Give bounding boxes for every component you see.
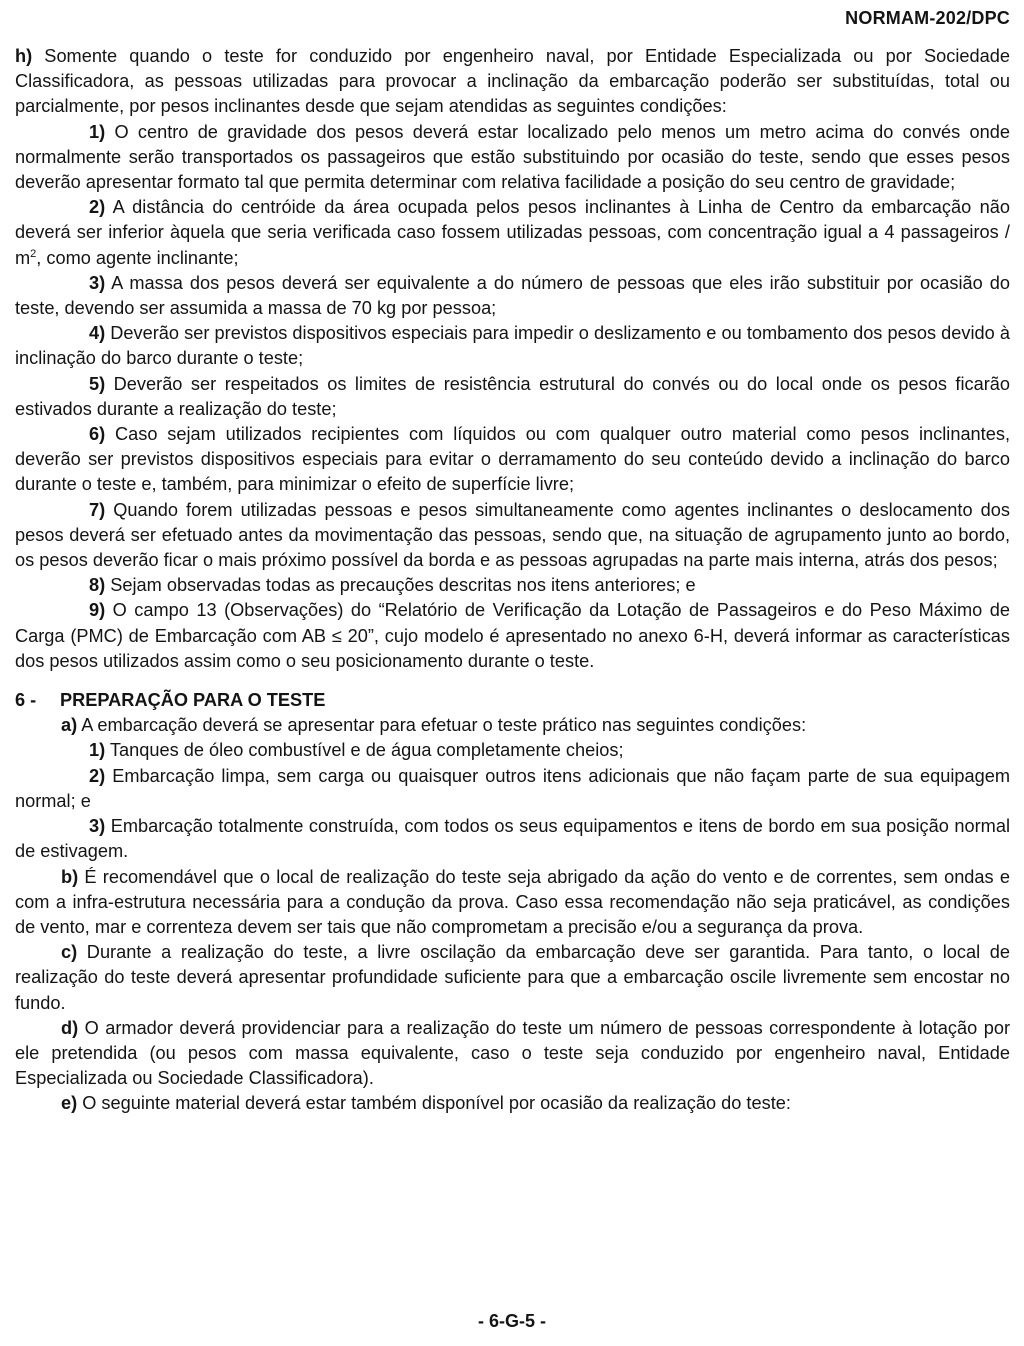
item-text: Somente quando o teste for conduzido por engenheiro naval, por Entidade Especializada ou por Sociedade Classificadora, as pessoas utilizadas para provocar a inclinação da embarcação poderão ser substituídas, total ou parcialmente, por pesos inclinantes desde que sejam atendidas as seguintes condições: bbox=[15, 46, 1010, 117]
item-label: c) bbox=[61, 942, 78, 963]
item-text: Embarcação limpa, sem carga ou quaisquer outros itens adicionais que não façam parte de sua equipagem normal; e bbox=[15, 765, 1010, 811]
item-text: Embarcação totalmente construída, com todos os seus equipamentos e itens de bordo em sua posição normal de estivagem. bbox=[15, 816, 1010, 862]
paragraph-e bbox=[15, 1091, 1010, 1116]
item-text: Quando forem utilizadas pessoas e pesos simultaneamente como agentes inclinantes o deslocamento dos pesos deverá ser efetuado antes da movimentação das pessoas, sendo que, na situação de agrupamento junto ao bordo, os pesos deverão ficar o mais próximo possível da borda e as pessoas agrupadas na parte mais interna, atrás dos pesos; bbox=[15, 499, 1010, 571]
item-label: 9) bbox=[89, 600, 106, 621]
paragraph-h8 bbox=[15, 573, 1010, 598]
item-text: Sejam observadas todas as precauções descritas nos itens anteriores; e bbox=[105, 575, 696, 596]
item-text-tail: , como agente inclinante; bbox=[36, 247, 239, 268]
item-label: a) bbox=[61, 715, 78, 736]
superscript: 2 bbox=[30, 247, 37, 260]
item-text: A embarcação deverá se apresentar para efetuar o teste prático nas seguintes condições: bbox=[77, 715, 807, 736]
item-label: 3) bbox=[89, 816, 106, 837]
paragraph-h6 bbox=[15, 422, 1010, 498]
paragraph-h3 bbox=[15, 271, 1010, 321]
item-text: O campo 13 (Observações) do “Relatório de Verificação da Lotação de Passageiros e do Peso Máximo de Carga (PMC) de Embarcação com AB ≤ 20”, cujo modelo é apresentado no anexo 6-H, deverá informar as características dos pesos utilizados assim como o seu posicionamento durante o teste. bbox=[15, 600, 1010, 671]
item-text: Deverão ser respeitados os limites de resistência estrutural do convés ou do local onde os pesos ficarão estivados durante a realização do teste; bbox=[15, 373, 1010, 419]
item-label: 4) bbox=[89, 323, 106, 344]
item-text: Tanques de óleo combustível e de água completamente cheios; bbox=[105, 740, 624, 761]
item-text: Durante a realização do teste, a livre oscilação da embarcação deve ser garantida. Para tanto, o local de realização do teste deverá apresentar profundidade suficiente para que a embarcação oscile livremente sem encostar no fundo. bbox=[15, 942, 1010, 1013]
paragraph-b bbox=[15, 865, 1010, 941]
item-label: d) bbox=[61, 1017, 79, 1038]
section-title-text: PREPARAÇÃO PARA O TESTE bbox=[60, 690, 326, 711]
paragraph-h5 bbox=[15, 372, 1010, 422]
item-label: 5) bbox=[89, 373, 106, 394]
item-label: 2) bbox=[89, 197, 106, 218]
paragraph-h4 bbox=[15, 321, 1010, 371]
section-number: 6 - bbox=[15, 690, 37, 711]
item-text: O armador deverá providenciar para a realização do teste um número de pessoas correspondente à lotação por ele pretendida (ou pesos com massa equivalente, caso o teste seja conduzido por engenheiro naval, Entidade Especializada ou Sociedade Classificadora). bbox=[15, 1017, 1010, 1089]
paragraph-a2 bbox=[15, 764, 1010, 814]
item-text: A distância do centróide da área ocupada pelos pesos inclinantes à Linha de Centro da embarcação não deverá ser inferior àquela que seria verificada caso fossem utilizadas pessoas, com concentração igual a 4 passageiros / m bbox=[15, 197, 1010, 268]
section-title bbox=[15, 688, 1010, 713]
document-body bbox=[15, 44, 1010, 1117]
item-label: e) bbox=[61, 1093, 78, 1114]
paragraph-a1 bbox=[15, 738, 1010, 763]
item-label: 6) bbox=[89, 424, 106, 445]
item-label: 1) bbox=[89, 121, 106, 142]
paragraph-h bbox=[15, 44, 1010, 120]
paragraph-h1 bbox=[15, 120, 1010, 196]
item-label: 3) bbox=[89, 272, 106, 293]
paragraph-c bbox=[15, 940, 1010, 1016]
document-code: NORMAM-202/DPC bbox=[845, 8, 1010, 28]
item-label: 8) bbox=[89, 575, 106, 596]
paragraph-a bbox=[15, 713, 1010, 738]
item-label: h) bbox=[15, 46, 33, 66]
item-text: Caso sejam utilizados recipientes com líquidos ou com qualquer outro material como pesos inclinantes, deverão ser previstos dispositivos especiais para evitar o derramamento do seu conteúdo devido a inclinação do barco durante o teste e, também, para minimizar o efeito de superfície livre; bbox=[15, 424, 1010, 495]
item-label: 2) bbox=[89, 765, 106, 786]
paragraph-h2 bbox=[15, 195, 1010, 271]
item-label: 1) bbox=[89, 740, 106, 761]
paragraph-a3 bbox=[15, 814, 1010, 864]
paragraph-d bbox=[15, 1016, 1010, 1092]
item-text: O centro de gravidade dos pesos deverá estar localizado pelo menos um metro acima do convés onde normalmente serão transportados os passageiros que estão substituindo por ocasião do teste, sendo que esses pesos deverão apresentar formato tal que permita determinar com relativa facilidade a posição do seu centro de gravidade; bbox=[15, 121, 1010, 193]
page-number: - 6-G-5 - bbox=[477, 1311, 546, 1331]
paragraph-h9 bbox=[15, 598, 1010, 674]
item-label: 7) bbox=[89, 499, 106, 520]
item-text: A massa dos pesos deverá ser equivalente a do número de pessoas que eles irão substituir por ocasião do teste, devendo ser assumida a massa de 70 kg por pessoa; bbox=[15, 272, 1010, 319]
paragraph-h7 bbox=[15, 498, 1010, 574]
item-text: É recomendável que o local de realização do teste seja abrigado da ação do vento e de correntes, sem ondas e com a infra-estrutura necessária para a condução da prova. Caso essa recomendação não seja praticável, as condições de vento, mar e correnteza devem ser tais que não comprometam a precisão e/ou a segurança da prova. bbox=[15, 866, 1010, 937]
item-text: Deverão ser previstos dispositivos especiais para impedir o deslizamento e ou tombamento dos pesos devido à inclinação do barco durante o teste; bbox=[15, 323, 1010, 369]
item-label: b) bbox=[61, 866, 79, 887]
item-text: O seguinte material deverá estar também disponível por ocasião da realização do teste: bbox=[77, 1093, 791, 1114]
